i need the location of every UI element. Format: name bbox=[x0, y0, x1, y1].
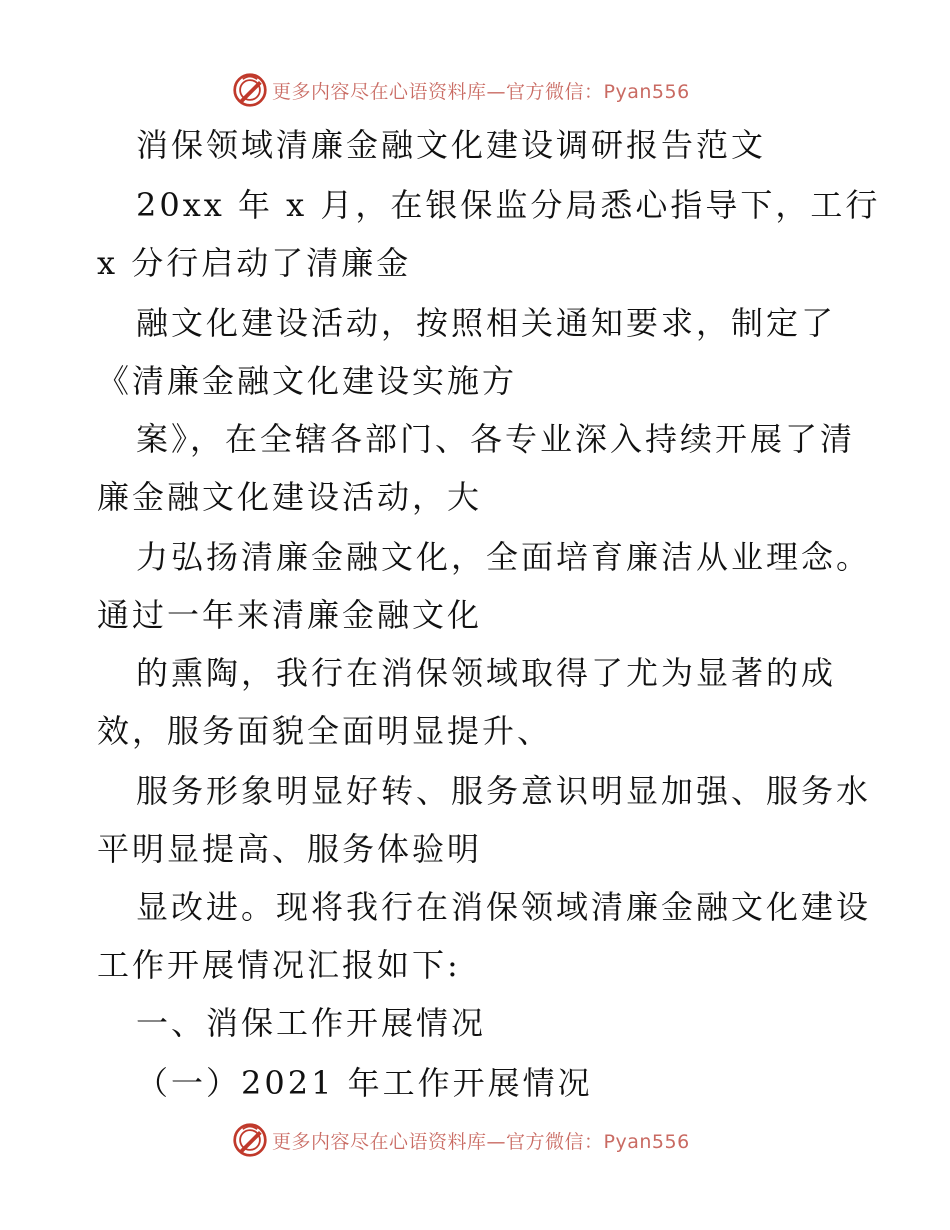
paragraph-line: 力弘扬清廉金融文化，全面培育廉洁从业理念。 bbox=[136, 538, 872, 576]
section-heading: 一、消保工作开展情况 bbox=[136, 1004, 487, 1042]
document-title: 消保领域清廉金融文化建设调研报告范文 bbox=[136, 126, 767, 164]
paragraph-line: 案》，在全辖各部门、各专业深入持续开展了清 bbox=[136, 420, 856, 458]
paragraph-line: 平明显提高、服务体验明 bbox=[97, 830, 483, 868]
paragraph-line: 20xx 年 x 月，在银保监分局悉心指导下，工行 bbox=[136, 186, 881, 224]
watermark-footer bbox=[232, 1120, 690, 1160]
paragraph-line: x 分行启动了清廉金 bbox=[97, 244, 412, 282]
paragraph-line: 显改进。现将我行在消保领域清廉金融文化建设 bbox=[136, 888, 872, 926]
watermark-text: 更多内容尽在心语资料库—官方微信：Pyan556 bbox=[272, 80, 690, 103]
paragraph-line: 《清廉金融文化建设实施方 bbox=[97, 362, 518, 400]
paragraph-line: 效，服务面貌全面明显提升、 bbox=[97, 712, 553, 750]
paragraph-line: 的熏陶，我行在消保领域取得了尤为显著的成 bbox=[136, 654, 837, 692]
logo-icon bbox=[232, 1122, 268, 1158]
logo-icon bbox=[232, 72, 268, 108]
paragraph-line: 通过一年来清廉金融文化 bbox=[97, 596, 483, 634]
paragraph-line: 服务形象明显好转、服务意识明显加强、服务水 bbox=[136, 772, 872, 810]
paragraph-line: 融文化建设活动，按照相关通知要求，制定了 bbox=[136, 304, 837, 342]
paragraph-line: 工作开展情况汇报如下: bbox=[97, 946, 461, 984]
watermark-text: 更多内容尽在心语资料库—官方微信：Pyan556 bbox=[272, 1130, 690, 1153]
paragraph-line: 廉金融文化建设活动，大 bbox=[97, 478, 483, 516]
subsection-heading: （一）2021 年工作开展情况 bbox=[136, 1064, 593, 1102]
watermark-header bbox=[232, 70, 690, 110]
